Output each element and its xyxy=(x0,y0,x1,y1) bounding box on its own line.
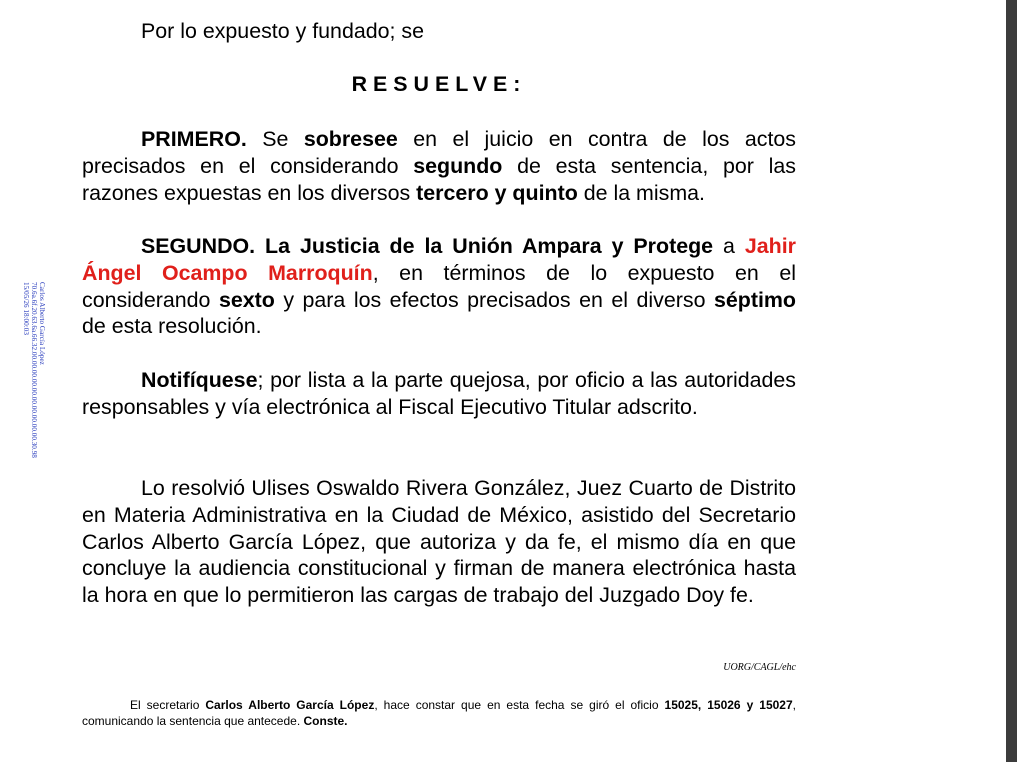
segundo-text-4: de esta resolución. xyxy=(82,314,262,339)
notifiquese-label: Notifíquese xyxy=(141,368,258,392)
note-text-1: El secretario xyxy=(130,698,206,712)
note-conste: Conste. xyxy=(303,714,348,728)
segundo-bold-septimo: séptimo xyxy=(713,287,796,312)
primero-text-2: en el juicio en contra de los actos precisados en el considerando xyxy=(82,127,796,178)
stamp-timestamp: 15/05/26 18:00:03 xyxy=(22,282,30,335)
primero-text-3: de esta sentencia, por las razones expuestas en los diversos xyxy=(82,153,796,205)
primero-bold-segundo: segundo xyxy=(413,153,503,178)
segundo-text-3: y para los efectos precisados en el diverso xyxy=(274,287,714,312)
segundo-text-2: , en términos de lo expuesto en el considerando xyxy=(82,260,796,312)
stamp-signer: Carlos Alberto García López xyxy=(38,282,46,365)
secretary-note xyxy=(82,697,796,729)
opening-line: Por lo expuesto y fundado; se xyxy=(141,19,425,43)
resolutive-heading: RESUELVE: xyxy=(351,72,527,96)
paragraph-segundo xyxy=(82,233,796,340)
paragraph-primero xyxy=(82,126,796,206)
note-text-2: , hace constar que en esta fecha se giró el oficio xyxy=(374,698,665,712)
primero-text-1: Se xyxy=(246,127,304,151)
stamp-hash: 70.6a.6f.20.63.6a.66.32.00.00.00.00.00.00.00.00.00.00.30.98 xyxy=(30,282,38,458)
viewer-scrollbar-edge[interactable] xyxy=(1006,0,1017,762)
notifiquese-text: ; por lista a la parte quejosa, por oficio a las autoridades responsables y vía electrónica al Fiscal Ejecutivo Titular adscrito. xyxy=(82,368,796,419)
note-text-3: , comunicando la sentencia que antecede. xyxy=(82,698,797,728)
segundo-label: SEGUNDO. xyxy=(141,234,256,258)
quejoso-name: Jahir Ángel Ocampo Marroquín xyxy=(82,234,796,285)
electronic-signature-stamp xyxy=(22,282,46,458)
segundo-bold-ampara: La Justicia de la Unión Ampara y Protege xyxy=(255,234,714,258)
primero-text-4: de la misma. xyxy=(577,180,705,205)
paragraph-notifiquese xyxy=(82,367,796,421)
note-oficio-numbers: 15025, 15026 y 15027 xyxy=(664,698,793,712)
segundo-bold-sexto: sexto xyxy=(218,287,275,312)
paragraph-closing: Lo resolvió Ulises Oswaldo Rivera González, Juez Cuarto de Distrito en Materia Administrativa en la Ciudad de México, asistido del Secretario Carlos Alberto García López, que autoriza y da fe, el mismo día en que concluye la audiencia constitucional y firman de manera electrónica hasta la hora en que lo permitieron las cargas de trabajo del Juzgado Doy fe. xyxy=(82,476,796,608)
primero-label: PRIMERO. xyxy=(141,127,247,151)
primero-bold-tercero-quinto: tercero y quinto xyxy=(416,180,578,205)
primero-bold-sobresee: sobresee xyxy=(303,127,398,151)
segundo-text-1: a xyxy=(713,234,745,258)
initials: UORG/CAGL/ehc xyxy=(723,662,796,673)
note-secretary-name: Carlos Alberto García López xyxy=(205,698,375,712)
